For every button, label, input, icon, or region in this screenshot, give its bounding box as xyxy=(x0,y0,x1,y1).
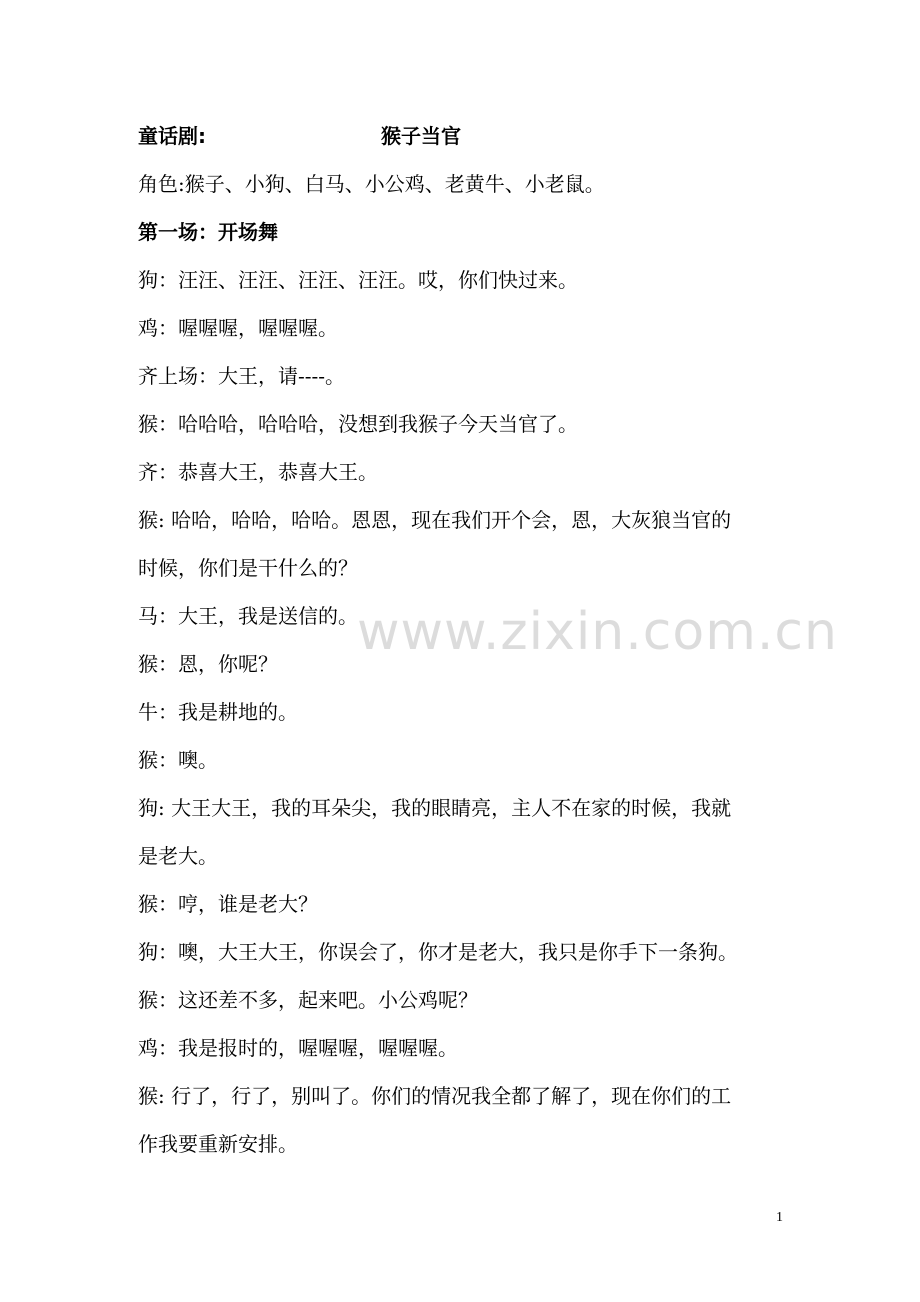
dialogue-line: 齐上场：大王，请----。 xyxy=(138,364,346,388)
play-title: 猴子当官 xyxy=(381,124,461,148)
dialogue-line: 猴：哈哈哈，哈哈哈，没想到我猴子今天当官了。 xyxy=(138,412,578,436)
roles-line: 角色:猴子、小狗、白马、小公鸡、老黄牛、小老鼠。 xyxy=(138,172,605,196)
dialogue-line: 马：大王，我是送信的。 xyxy=(138,604,358,628)
dialogue-line: 猴：哼，谁是老大？ xyxy=(138,892,318,916)
dialogue-line: 是老大。 xyxy=(138,844,218,868)
page-number: 1 xyxy=(776,1210,783,1225)
dialogue-line: 牛：我是耕地的。 xyxy=(138,700,298,724)
dialogue-line: 鸡：我是报时的，喔喔喔，喔喔喔。 xyxy=(138,1036,458,1060)
dialogue-line: 猴：噢。 xyxy=(138,748,218,772)
dialogue-line: 作我要重新安排。 xyxy=(138,1132,298,1156)
title-line xyxy=(138,124,461,148)
dialogue-line: 狗：噢，大王大王，你误会了，你才是老大，我只是你手下一条狗。 xyxy=(138,940,738,964)
dialogue-line: 时候，你们是干什么的？ xyxy=(138,556,358,580)
dialogue-line: 狗：汪汪、汪汪、汪汪、汪汪。哎，你们快过来。 xyxy=(138,268,578,292)
dialogue-line: 齐：恭喜大王，恭喜大王。 xyxy=(138,460,378,484)
watermark: www.zixin.com.cn xyxy=(357,602,838,662)
title-label: 童话剧: xyxy=(138,124,206,148)
dialogue-line: 猴：这还差不多，起来吧。小公鸡呢？ xyxy=(138,988,478,1012)
dialogue-line: 猴: 哈哈，哈哈，哈哈。恩恩，现在我们开个会，恩，大灰狼当官的 xyxy=(138,508,732,532)
dialogue-line: 鸡：喔喔喔，喔喔喔。 xyxy=(138,316,338,340)
scene-heading: 第一场：开场舞 xyxy=(138,220,278,244)
dialogue-line: 狗: 大王大王，我的耳朵尖，我的眼睛亮，主人不在家的时候，我就 xyxy=(138,796,732,820)
dialogue-line: 猴: 行了，行了，别叫了。你们的情况我全都了解了，现在你们的工 xyxy=(138,1084,732,1108)
dialogue-line: 猴：恩，你呢？ xyxy=(138,652,278,676)
